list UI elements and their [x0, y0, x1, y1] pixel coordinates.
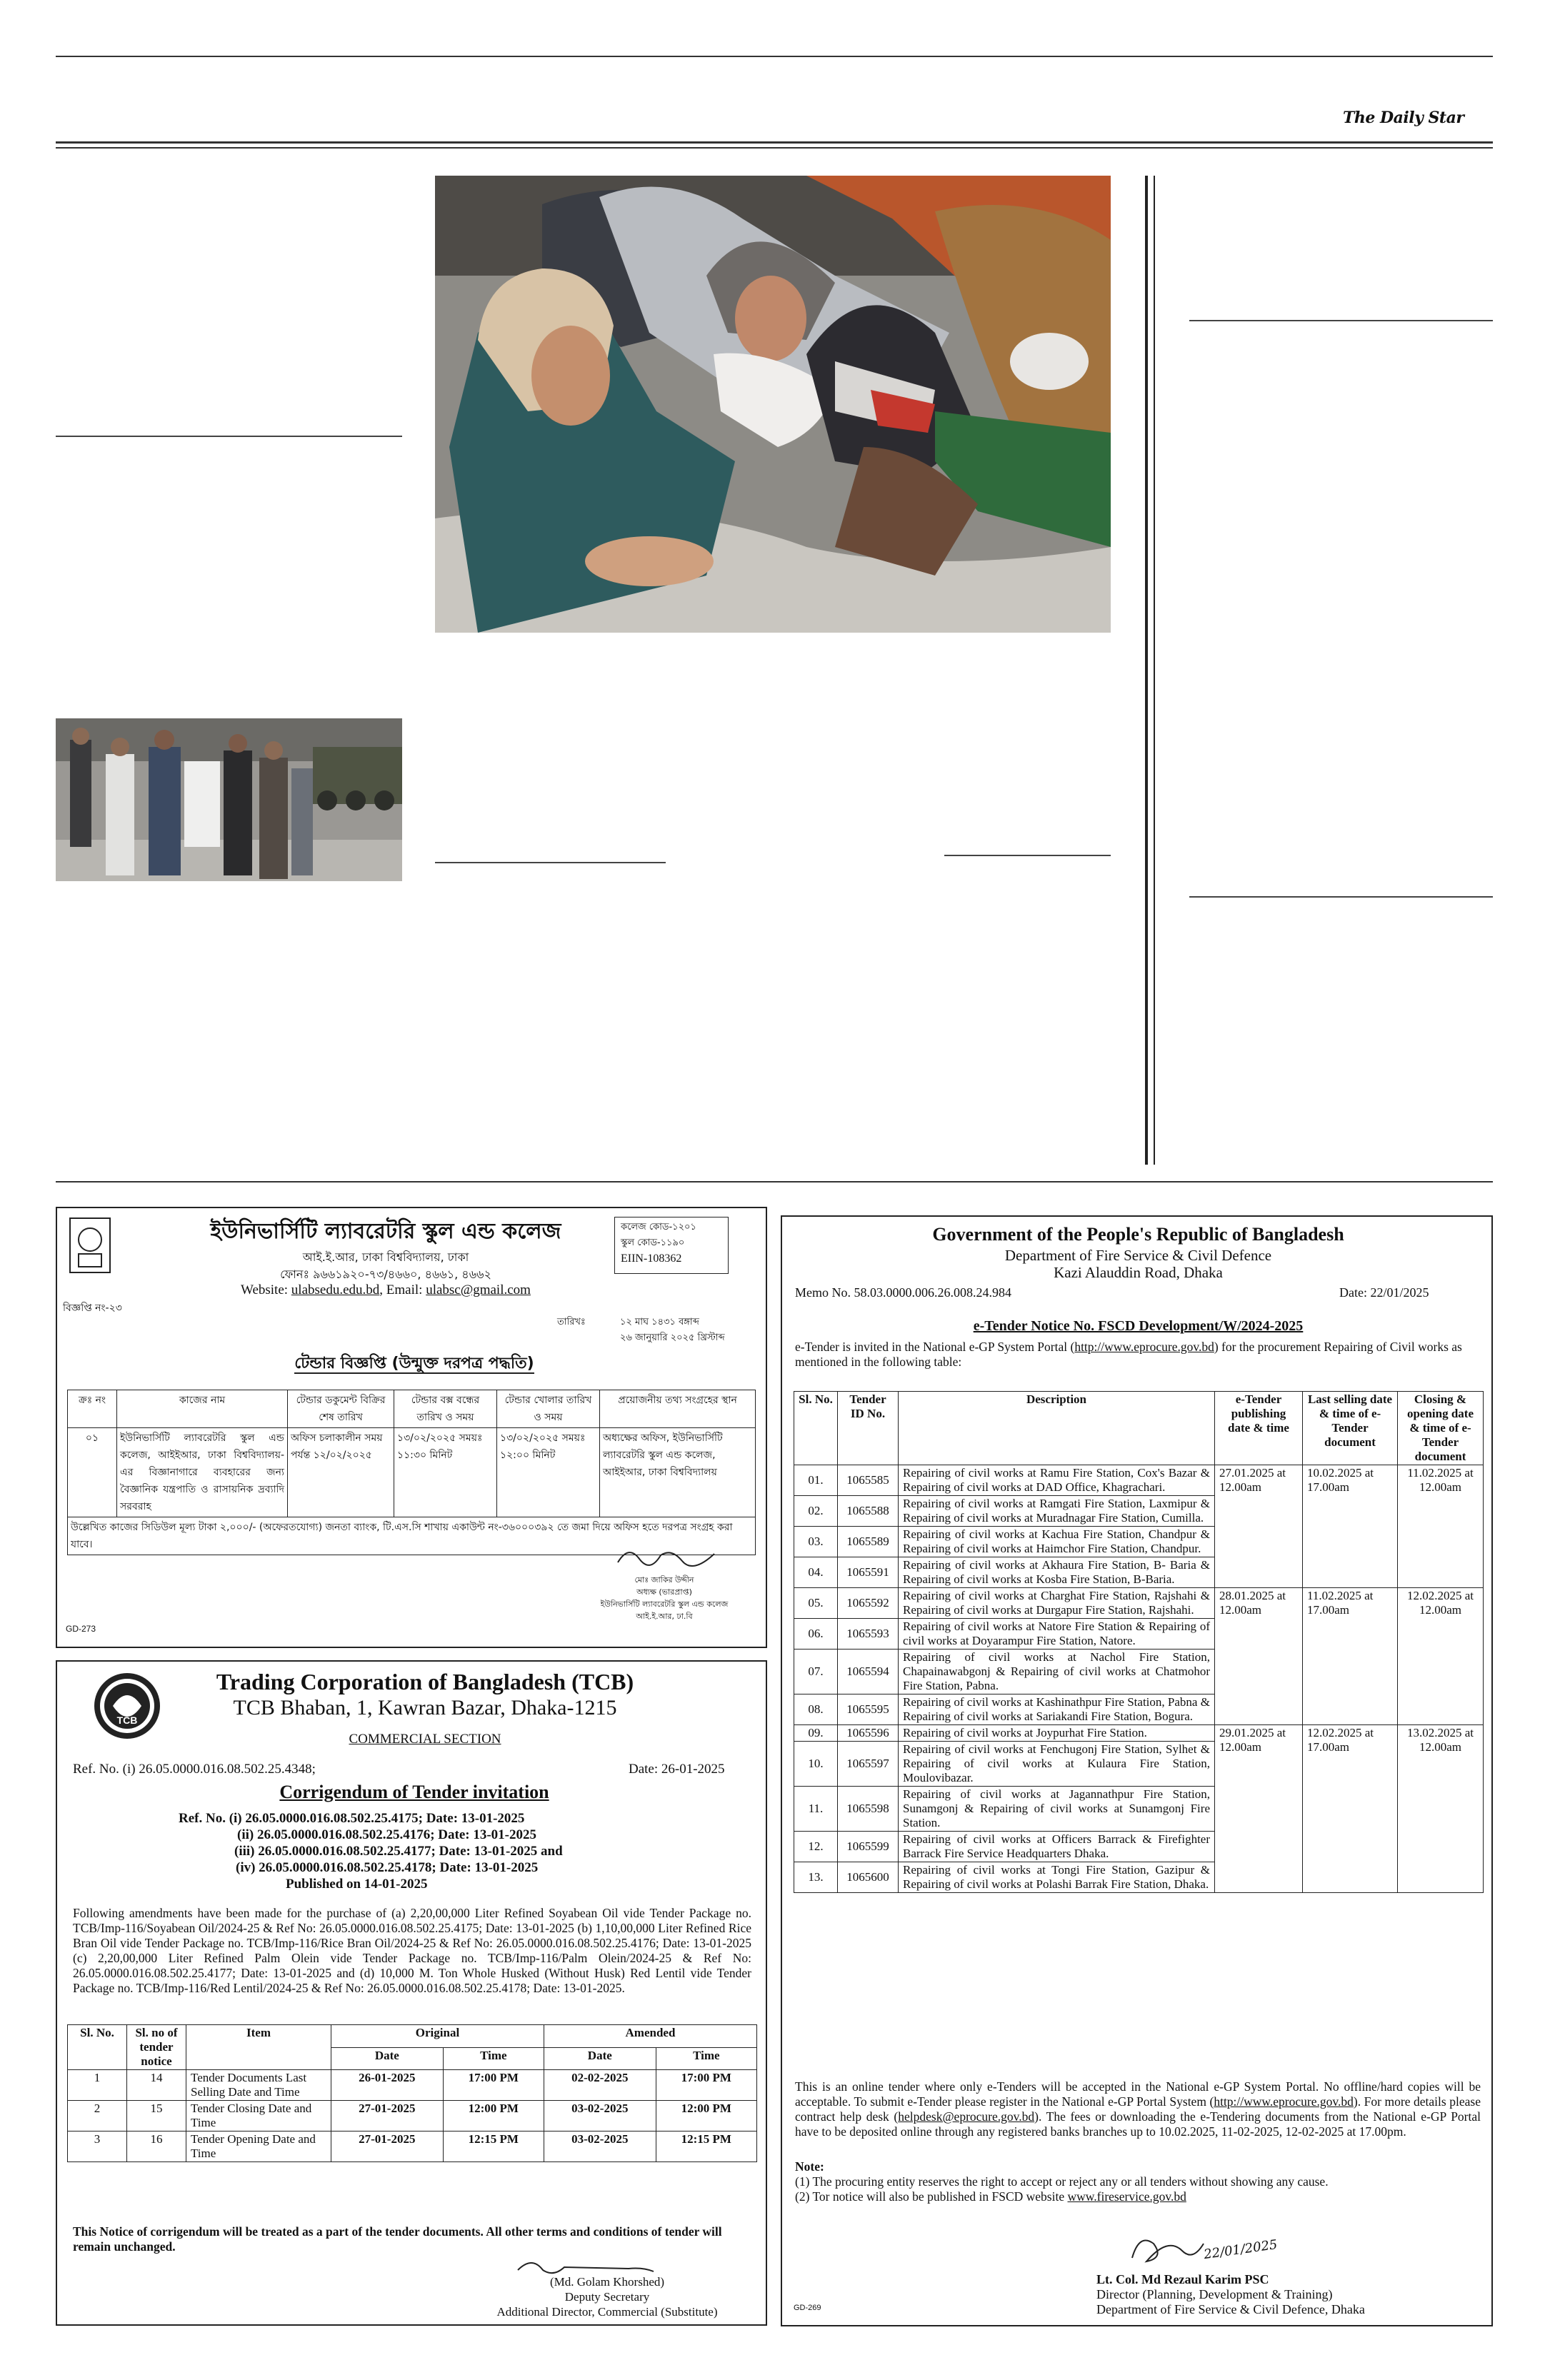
cell-tender-id: 1065597 [838, 1742, 899, 1787]
etender-heading-text: e-Tender Notice No. FSCD Development/W/2024-2025 [973, 1318, 1304, 1334]
email-label: , Email: [379, 1282, 426, 1297]
cell-description: Repairing of civil works at Charghat Fire Station, Rajshahi & Repairing of civil works at Durgapur Fire Station, Rajshahi. [899, 1588, 1215, 1619]
cell-tender-id: 1065592 [838, 1588, 899, 1619]
cell-orig-time: 12:00 PM [443, 2101, 544, 2132]
header-cell: প্রয়োজনীয় তথ্য সংগ্রহের স্থান [600, 1390, 756, 1428]
cell-description: Repairing of civil works at Natore Fire Station & Repairing of civil works at Doyarampur Fire Station, Natore. [899, 1619, 1215, 1650]
masthead-logo: The Daily Star [1343, 109, 1464, 127]
cell-orig-date: 27-01-2025 [331, 2132, 444, 2162]
cell-work-name: ইউনিভার্সিটি ল্যাবরেটরি স্কুল এন্ড কলেজ, আইইআর, ঢাকা বিশ্ববিদ্যালয়-এর বিজ্ঞানাগারে ব্যবহারের জন্য বৈজ্ঞানিক যন্ত্রপাতি ও রাসায়নিক দ্রব্যাদি সরবরাহ [117, 1428, 288, 1517]
eprocure-link[interactable]: http://www.eprocure.gov.bd [1074, 1340, 1214, 1354]
school-phone: ফোনঃ ৯৬৬১৯২০-৭৩/৪৬৬০, ৪৬৬১, ৪৬৬২ [280, 1267, 491, 1281]
cell-notice-sl: 16 [127, 2132, 186, 2162]
cell-amend-date: 03-02-2025 [544, 2101, 656, 2132]
header-date: Date [331, 2047, 444, 2070]
table-header [68, 2025, 757, 2048]
sig-dept: Department of Fire Service & Civil Defence, Dhaka [1096, 2302, 1365, 2316]
tcb-section-text: COMMERCIAL SECTION [349, 1732, 501, 1747]
ad-code: GD-269 [794, 2304, 821, 2312]
cell-closing: 12.02.2025 at 12.00am [1398, 1588, 1484, 1725]
cell-tender-id: 1065585 [838, 1465, 899, 1496]
memo-date: Date: 22/01/2025 [1339, 1285, 1429, 1300]
footer-text: ). For more details please contract help desk ( [795, 2094, 1481, 2124]
website-label: Website: [241, 1282, 291, 1297]
right-column-divider-2 [1154, 176, 1155, 1165]
cell-notice-sl: 14 [127, 2070, 186, 2101]
header-tender-sl: Sl. no of tender notice [127, 2025, 186, 2070]
header-time: Time [443, 2047, 544, 2070]
cell-description: Repairing of civil works at Nachol Fire Station, Chapainawabgonj & Repairing of civil works at Chatmohor Fire Station, Pabna. [899, 1650, 1215, 1694]
cell-sl: 2 [68, 2101, 127, 2132]
cell-sl: ০১ [68, 1428, 117, 1517]
table-row [68, 2132, 757, 2162]
ref-line: (iii) 26.05.0000.016.08.502.25.4177; Date: 13-01-2025 and [234, 1844, 563, 1859]
tender-heading-text: টেন্ডার বিজ্ঞপ্তি (উন্মুক্ত দরপত্র পদ্ধতি) [294, 1355, 534, 1372]
intro-text: ) for the procurement Repairing of Civil works as mentioned in the following table: [795, 1340, 1462, 1369]
ref-line: Ref. No. (i) 26.05.0000.016.08.502.25.4175; Date: 13-01-2025 [179, 1811, 525, 1826]
header-amended: Amended [544, 2025, 756, 2048]
cell-tender-id: 1065598 [838, 1787, 899, 1832]
tcb-logo [91, 1670, 163, 1742]
cell-last-selling: 10.02.2025 at 17.00am [1303, 1465, 1398, 1588]
cell-sl: 06. [794, 1619, 838, 1650]
director-signature-block [1096, 2272, 1482, 2317]
header-last-selling: Last selling date & time of e-Tender document [1303, 1392, 1398, 1465]
cell-orig-time: 17:00 PM [443, 2070, 544, 2101]
table-header [794, 1392, 1484, 1465]
main-news-photo [435, 176, 1111, 633]
header-cell: টেন্ডার বক্স বন্ধের তারিখ ও সময় [394, 1390, 497, 1428]
cell-description: Repairing of civil works at Kachua Fire Station, Chandpur & Repairing of civil works at Haimchor Fire Station, Chandpur. [899, 1527, 1215, 1557]
cell-sl: 07. [794, 1650, 838, 1694]
principal-signature-mark [614, 1541, 721, 1573]
tcb-ref-list [179, 1810, 679, 1892]
tcb-title: Trading Corporation of Bangladesh (TCB) [216, 1669, 634, 1694]
tender-table [67, 1390, 756, 1555]
right-column-divider-1 [1145, 176, 1148, 1165]
cell-sl: 09. [794, 1725, 838, 1742]
cell-sl: 11. [794, 1787, 838, 1832]
notice-fire-service-etender [781, 1215, 1493, 2326]
cell-last-selling: 12.02.2025 at 17.00am [1303, 1725, 1398, 1893]
cell-orig-date: 26-01-2025 [331, 2070, 444, 2101]
table-row [68, 1428, 756, 1517]
header-original: Original [331, 2025, 544, 2048]
tcb-closing-note: This Notice of corrigendum will be treated as a part of the tender documents. All other terms and conditions of tender will remain unchanged. [73, 2224, 722, 2254]
intro-text: e-Tender is invited in the National e-GP System Portal ( [795, 1340, 1075, 1354]
cell-closing: 13.02.2025 at 12.00am [1398, 1725, 1484, 1893]
cell-info-place: অধ্যক্ষের অফিস, ইউনিভার্সিটি ল্যাবরেটরি স্কুল এন্ড কলেজ, আইইআর, ঢাকা বিশ্ববিদ্যালয় [600, 1428, 756, 1517]
college-code: কলেজ কোড-১২০১ [621, 1222, 696, 1232]
cell-amend-time: 12:00 PM [656, 2101, 756, 2132]
tcb-heading [129, 1782, 700, 1803]
tcb-ref: Ref. No. (i) 26.05.0000.016.08.502.25.4348; [73, 1762, 316, 1777]
cell-tender-id: 1065593 [838, 1619, 899, 1650]
etender-footer [795, 2079, 1481, 2139]
dept-address: Kazi Alauddin Road, Dhaka [1054, 1264, 1223, 1281]
sig-line: আই.ই.আর, ঢা.বি [636, 1612, 693, 1621]
tcb-section [179, 1732, 671, 1747]
note-label: Note: [795, 2159, 824, 2174]
cell-description: Repairing of civil works at Kashinathpur Fire Station, Pabna & Repairing of civil works at Sariakandi Fire Station, Bogura. [899, 1694, 1215, 1725]
cell-tender-id: 1065600 [838, 1862, 899, 1893]
cell-item: Tender Documents Last Selling Date and Time [186, 2070, 331, 2101]
cell-orig-date: 27-01-2025 [331, 2101, 444, 2132]
principal-signature-block [571, 1574, 757, 1622]
ad-section-rule [56, 1181, 1493, 1183]
tcb-body: Following amendments have been made for the purchase of (a) 2,20,00,000 Liter Refined Soyabean Oil vide Tender Package no. TCB/Imp-116/Soyabean Oil/2024-25 & Ref No: 26.05.0000.016.08.502.25.4175; Date: 13-01-2025 (b) 1,10,00,000 Liter Refined Rice Bran Oil vide Tender Package no. TCB/Imp-116/Rice Bran Oil/2024-25 & Ref No: 26.05.0000.016.08.502.25.4176; Date: 13-01-2025 (c) 2,20,00,000 Liter Refined Palm Olein vide Tender Package no. TCB/Imp-116/Palm Olein/2024-25 & Ref No: 26.05.0000.016.08.502.25.4177; Date: 13-01-2025 and (d) 10,000 M. Ton Whole Husked (Without Husk) Red Lentil vide Tender Package no. TCB/Imp-116/Red Lentil/2024-25 & Ref No: 26.05.0000.016.08.502.25.4178; Date: 13-01-2025. [73, 1906, 751, 1995]
cell-amend-date: 02-02-2025 [544, 2070, 656, 2101]
cell-publishing: 27.01.2025 at 12.00am [1215, 1465, 1303, 1588]
cell-description: Repairing of civil works at Jagannathpur Fire Station, Sunamgonj & Repairing of civil works at Sunamgonj Fire Station. [899, 1787, 1215, 1832]
tcb-amendment-table [67, 2024, 757, 2162]
cell-box-close: ১৩/০২/২০২৫ সময়ঃ ১১:৩০ মিনিট [394, 1428, 497, 1517]
cell-amend-date: 03-02-2025 [544, 2132, 656, 2162]
ref-line: (iv) 26.05.0000.016.08.502.25.4178; Date: 13-01-2025 [236, 1860, 539, 1875]
header-date: Date [544, 2047, 656, 2070]
cell-item: Tender Closing Date and Time [186, 2101, 331, 2132]
cell-orig-time: 12:15 PM [443, 2132, 544, 2162]
school-codes-box [614, 1217, 729, 1274]
cell-closing: 11.02.2025 at 12.00am [1398, 1465, 1484, 1588]
cell-item: Tender Opening Date and Time [186, 2132, 331, 2162]
header-cell: টেন্ডার ডকুমেন্ট বিক্রির শেষ তারিখ [288, 1390, 394, 1428]
etender-table [794, 1391, 1484, 1893]
cell-publishing: 29.01.2025 at 12.00am [1215, 1725, 1303, 1893]
table-row [794, 1465, 1484, 1496]
cell-sl: 02. [794, 1496, 838, 1527]
masthead-rule-1 [56, 141, 1493, 144]
cell-notice-sl: 15 [127, 2101, 186, 2132]
cell-tender-id: 1065594 [838, 1650, 899, 1694]
signature-date: 22/01/2025 [1203, 2236, 1279, 2263]
date-gregorian: ২৬ জানুয়ারি ২০২৫ খ্রিস্টাব্দ [620, 1332, 725, 1343]
note-line [795, 2189, 1481, 2204]
table-row [68, 2070, 757, 2101]
header-closing: Closing & opening date & time of e-Tender document [1398, 1392, 1484, 1465]
cell-tender-id: 1065588 [838, 1496, 899, 1527]
header-tender-id: Tender ID No. [838, 1392, 899, 1465]
eiin-code: EIIN-108362 [621, 1252, 682, 1265]
school-code: স্কুল কোড-১১৯০ [621, 1237, 685, 1248]
cell-sl: 03. [794, 1527, 838, 1557]
masthead-rule-2 [56, 147, 1493, 149]
sig-line: Deputy Secretary [564, 2290, 650, 2304]
notice-tcb-corrigendum [56, 1660, 767, 2326]
cell-description: Repairing of civil works at Officers Barrack & Firefighter Barrack Fire Service Headquarters Dhaka. [899, 1832, 1215, 1862]
sig-line: Additional Director, Commercial (Substitute) [496, 2305, 718, 2319]
cell-publishing: 28.01.2025 at 12.00am [1215, 1588, 1303, 1725]
memo-number: Memo No. 58.03.0000.006.26.008.24.984 [795, 1285, 1011, 1300]
school-logo [69, 1217, 111, 1274]
etender-heading [782, 1318, 1494, 1335]
table-row [68, 2101, 757, 2132]
notice-ulab-school [56, 1207, 767, 1648]
fireservice-link[interactable]: www.fireservice.gov.bd [1067, 2189, 1186, 2204]
cell-description: Repairing of civil works at Fenchugonj Fire Station, Sylhet & Repairing of civil works at Kulaura Fire Station, Moulovibazar. [899, 1742, 1215, 1787]
secondary-news-photo [56, 718, 402, 881]
right-column-rule-2 [1189, 896, 1493, 898]
center-column-rule-1 [435, 862, 666, 863]
ref-line: (ii) 26.05.0000.016.08.502.25.4176; Date: 13-01-2025 [237, 1827, 537, 1842]
sig-line: মোঃ জাকির উদ্দীন [634, 1575, 694, 1585]
table-row [794, 1588, 1484, 1619]
helpdesk-link[interactable]: helpdesk@eprocure.gov.bd [898, 2109, 1035, 2124]
school-address: আই.ই.আর, ঢাকা বিশ্ববিদ্যালয়, ঢাকা [302, 1250, 469, 1264]
cell-amend-time: 12:15 PM [656, 2132, 756, 2162]
cell-sl: 04. [794, 1557, 838, 1588]
sig-title: Director (Planning, Development & Training) [1096, 2287, 1333, 2301]
header-item: Item [186, 2025, 331, 2070]
cell-description: Repairing of civil works at Ramgati Fire Station, Laxmipur & Repairing of civil works at Muradnagar Fire Station, Cumilla. [899, 1496, 1215, 1527]
notice-ref-number: বিজ্ঞপ্তি নং-২৩ [63, 1302, 122, 1314]
cell-sl: 01. [794, 1465, 838, 1496]
cell-amend-time: 17:00 PM [656, 2070, 756, 2101]
table-header [68, 1390, 756, 1428]
cell-tender-id: 1065599 [838, 1832, 899, 1862]
header-cell: টেন্ডার খোলার তারিখ ও সময় [497, 1390, 600, 1428]
cell-sl: 3 [68, 2132, 127, 2162]
table-row [794, 1725, 1484, 1742]
cell-sl: 13. [794, 1862, 838, 1893]
govt-title: Government of the People's Republic of Bangladesh [932, 1224, 1344, 1245]
sig-line: (Md. Golam Khorshed) [549, 2275, 665, 2289]
cell-sl: 10. [794, 1742, 838, 1787]
director-signature-mark [1125, 2229, 1211, 2273]
etender-intro [795, 1340, 1481, 1370]
date-label: তারিখঃ [557, 1317, 586, 1327]
cell-tender-id: 1065596 [838, 1725, 899, 1742]
school-title: ইউনিভার্সিটি ল্যাবরেটরি স্কুল এন্ড কলেজ [210, 1219, 561, 1244]
note-line: (1) The procuring entity reserves the right to accept or reject any or all tenders without showing any cause. [795, 2174, 1329, 2189]
ref-line: Published on 14-01-2025 [286, 1877, 428, 1892]
note-text: (2) Tor notice will also be published in FSCD website [795, 2189, 1068, 2204]
left-column-rule [56, 436, 402, 437]
tcb-heading-text: Corrigendum of Tender invitation [279, 1782, 549, 1802]
cell-sl: 08. [794, 1694, 838, 1725]
header-description: Description [899, 1392, 1215, 1465]
cell-tender-id: 1065591 [838, 1557, 899, 1588]
tcb-date: Date: 26-01-2025 [629, 1762, 725, 1777]
cell-doc-date: অফিস চলাকালীন সময় পর্যন্ত ১২/০২/২০২৫ [288, 1428, 394, 1517]
cell-sl: 1 [68, 2070, 127, 2101]
cell-footnote: উল্লেখিত কাজের সিডিউল মূল্য টাকা ২,০০০/- (অফেরতযোগ্য) জনতা ব্যাংক, টি.এস.সি শাখায় একাউন্ট নং-৩৬০০০৩৯২ তে জমা দিয়ে অফিস হতে দরপত্র সংগ্রহ করা যাবে। [68, 1517, 756, 1555]
center-column-rule-2 [944, 855, 1111, 856]
school-web-email [164, 1282, 607, 1298]
cell-description: Repairing of civil works at Ramu Fire Station, Cox's Bazar & Repairing of civil works at DAD Office, Khagrachari. [899, 1465, 1215, 1496]
top-rule [56, 56, 1493, 57]
header-cell: ক্রঃ নং [68, 1390, 117, 1428]
header-cell: কাজের নাম [117, 1390, 288, 1428]
tender-heading [271, 1351, 557, 1377]
etender-notes [795, 2159, 1481, 2204]
sig-name: Lt. Col. Md Rezaul Karim PSC [1096, 2272, 1269, 2286]
cell-last-selling: 11.02.2025 at 17.00am [1303, 1588, 1398, 1725]
right-column-rule-1 [1189, 320, 1493, 321]
cell-tender-id: 1065595 [838, 1694, 899, 1725]
eprocure-link[interactable]: http://www.eprocure.gov.bd [1214, 2094, 1354, 2109]
cell-description: Repairing of civil works at Tongi Fire Station, Gazipur & Repairing of civil works at Polashi Barrak Fire Station, Dhaka. [899, 1862, 1215, 1893]
cell-description: Repairing of civil works at Akhaura Fire Station, B- Baria & Repairing of civil works at Kosba Fire Station, B-Baria. [899, 1557, 1215, 1588]
header-time: Time [656, 2047, 756, 2070]
footer-text: ). The fees or downloading the e-Tendering documents from the National e-GP Portal have to be deposited online through any registered banks branches up to 10.02.2025, 11-02-2025, 12-02-2025 at 17.00pm. [795, 2109, 1481, 2139]
header-sl: Sl. No. [68, 2025, 127, 2070]
cell-sl: 05. [794, 1588, 838, 1619]
tcb-address: TCB Bhaban, 1, Kawran Bazar, Dhaka-1215 [233, 1696, 617, 1719]
date-bangla: ১২ মাঘ ১৪৩১ বঙ্গাব্দ [620, 1317, 699, 1327]
sig-line: অধ্যক্ষ (ভারপ্রাপ্ত) [636, 1587, 692, 1597]
header-publishing: e-Tender publishing date & time [1215, 1392, 1303, 1465]
tcb-signature-block [457, 2274, 757, 2319]
dept-name: Department of Fire Service & Civil Defence [1004, 1247, 1272, 1264]
footer-text: This is an online tender where only e-Tenders will be accepted in the National e-GP System Portal. No offline/hard copies will be acceptable. To submit e-Tender please register in the National e-GP Portal System ( [795, 2079, 1481, 2109]
cell-opening: ১৩/০২/২০২৫ সময়ঃ ১২:০০ মিনিট [497, 1428, 600, 1517]
ad-code: GD-273 [66, 1624, 96, 1634]
cell-sl: 12. [794, 1832, 838, 1862]
sig-line: ইউনিভার্সিটি ল্যাবরেটরি স্কুল এন্ড কলেজ [600, 1600, 729, 1609]
cell-description: Repairing of civil works at Joypurhat Fire Station. [899, 1725, 1215, 1742]
header-sl: Sl. No. [794, 1392, 838, 1465]
cell-tender-id: 1065589 [838, 1527, 899, 1557]
email-link[interactable]: ulabsc@gmail.com [426, 1282, 531, 1297]
tcb-logo-text: TCB [116, 1714, 138, 1726]
website-link[interactable]: ulabsedu.edu.bd [291, 1282, 380, 1297]
